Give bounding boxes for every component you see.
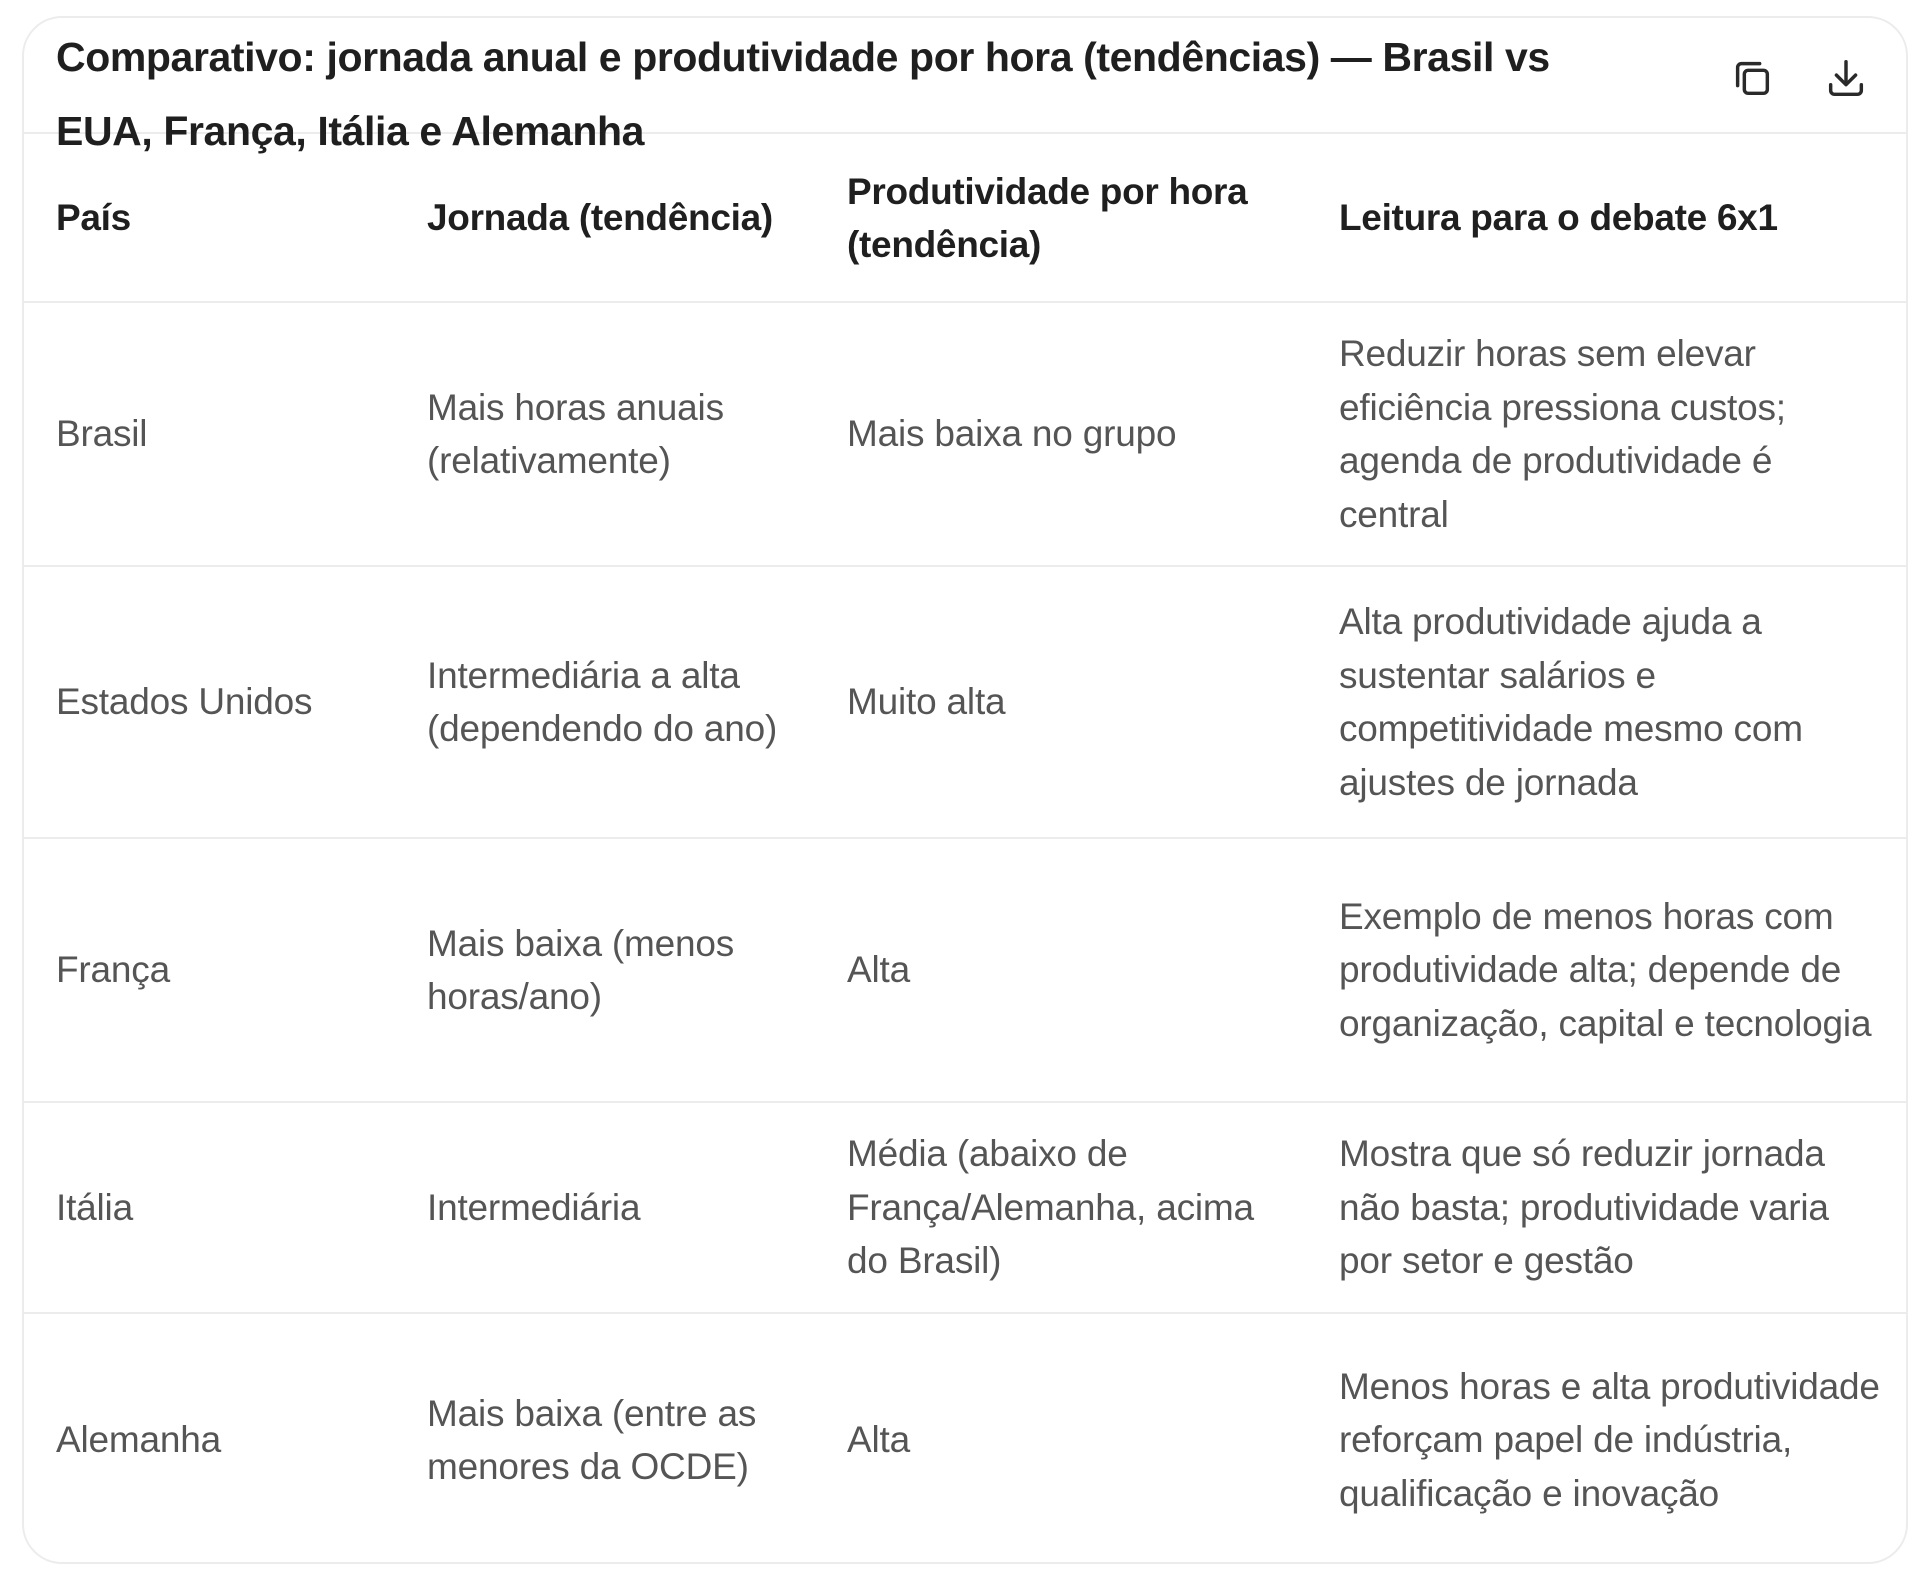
cell-jornada: Mais horas anuais (relativamente)	[395, 302, 815, 566]
cell-leitura: Mostra que só reduzir jornada não basta; produtividade varia por setor e gestão	[1307, 1102, 1908, 1313]
table-row	[24, 1313, 1908, 1564]
table-card	[22, 16, 1908, 1564]
column-header-jornada: Jornada (tendência)	[395, 134, 815, 302]
cell-pais: França	[24, 838, 395, 1102]
cell-pais: Itália	[24, 1102, 395, 1313]
table-title: Comparativo: jornada anual e produtividade por hora (tendências) — Brasil vs EUA, França, Itália e Alemanha	[56, 34, 1550, 154]
copy-icon	[1729, 55, 1775, 101]
cell-produtividade: Alta	[815, 838, 1307, 1102]
cell-jornada: Mais baixa (menos horas/ano)	[395, 838, 815, 1102]
table-row	[24, 838, 1908, 1102]
cell-jornada: Mais baixa (entre as menores da OCDE)	[427, 1392, 757, 1487]
cell-leitura: Exemplo de menos horas com produtividade alta; depende de organização, capital e tecnologia	[1307, 838, 1908, 1102]
header-actions	[1728, 54, 1870, 102]
download-button[interactable]	[1822, 54, 1870, 102]
cell-jornada: Intermediária	[395, 1102, 815, 1313]
cell-leitura: Alta produtividade ajuda a sustentar salários e competitividade mesmo com ajustes de jornada	[1307, 566, 1908, 838]
cell-produtividade: Alta	[847, 1419, 910, 1461]
table-row	[24, 1102, 1908, 1313]
table-header-row	[24, 134, 1908, 302]
table-row	[24, 566, 1908, 838]
column-header-pais: País	[24, 134, 395, 302]
cell-pais: Brasil	[24, 302, 395, 566]
cell-produtividade: Média (abaixo de França/Alemanha, acima do Brasil)	[815, 1102, 1307, 1313]
column-header-leitura: Leitura para o debate 6x1	[1307, 134, 1908, 302]
cell-produtividade: Muito alta	[815, 566, 1307, 838]
table-row	[24, 302, 1908, 566]
cell-jornada: Intermediária a alta (dependendo do ano)	[395, 566, 815, 838]
column-header-produtividade: Produtividade por hora (tendência)	[815, 134, 1307, 302]
cell-pais: Alemanha	[56, 1419, 222, 1461]
cell-pais: Estados Unidos	[24, 566, 395, 838]
comparison-table	[24, 134, 1908, 1564]
cell-leitura: Reduzir horas sem elevar eficiência pressiona custos; agenda de produtividade é central	[1307, 302, 1908, 566]
cell-leitura: Menos horas e alta produtividade reforçam papel de indústria, qualificação e inovação	[1339, 1365, 1880, 1514]
download-icon	[1823, 55, 1869, 101]
copy-button[interactable]	[1728, 54, 1776, 102]
cell-produtividade: Mais baixa no grupo	[815, 302, 1307, 566]
card-header	[24, 18, 1906, 154]
